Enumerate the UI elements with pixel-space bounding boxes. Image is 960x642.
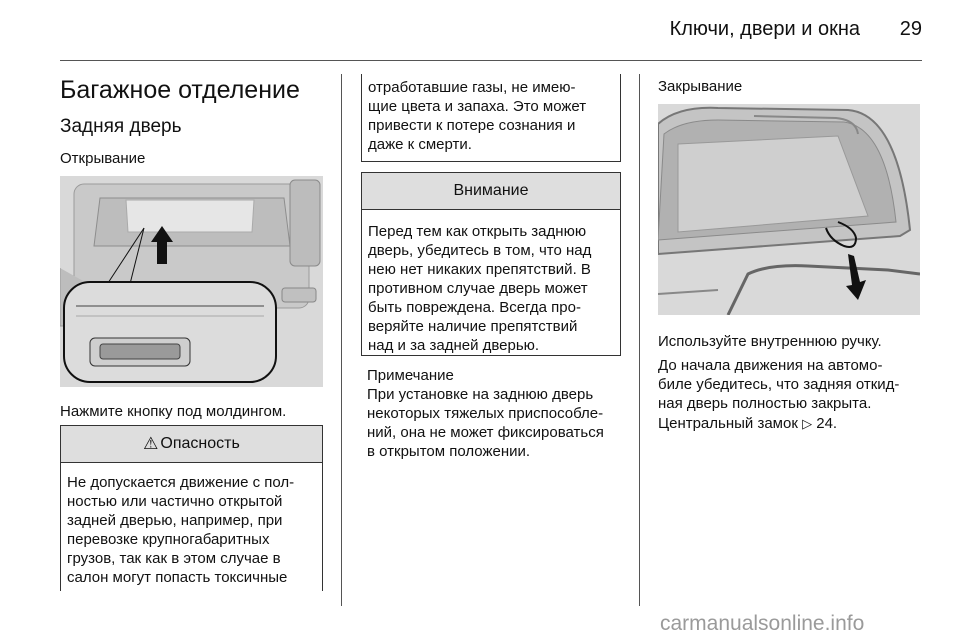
column-divider-right bbox=[639, 74, 640, 606]
caution-line: быть повреждена. Всегда про- bbox=[368, 299, 581, 316]
danger-line: грузов, так как в этом случае в bbox=[67, 550, 281, 567]
caution-line: над и за задней дверью. bbox=[368, 337, 540, 354]
page-number: 29 bbox=[899, 18, 922, 40]
central-lock-reference bbox=[658, 414, 837, 433]
danger-line: салон могут попасть токсичные bbox=[67, 569, 288, 586]
header-rule bbox=[60, 60, 922, 61]
note-line: некоторых тяжелых приспособле- bbox=[367, 405, 604, 422]
tailgate-button-figure bbox=[60, 176, 323, 387]
danger-line: задней дверью, например, при bbox=[67, 512, 283, 529]
caution-line: нею нет никаких препятствий. В bbox=[368, 261, 591, 278]
danger-box bbox=[60, 425, 323, 591]
opening-heading: Открывание bbox=[60, 150, 146, 167]
note-title: Примечание bbox=[367, 367, 454, 384]
danger-header bbox=[61, 426, 322, 463]
caution-header bbox=[362, 173, 620, 210]
closing-check-paragraph bbox=[658, 356, 899, 413]
tailgate-handle-figure bbox=[658, 104, 920, 315]
caution-line: Перед тем как открыть заднюю bbox=[368, 223, 587, 240]
closing-check-line: биле убедитесь, что задняя откид- bbox=[658, 376, 900, 393]
note-line: При установке на заднюю дверь bbox=[367, 386, 594, 403]
danger-continued-line: привести к потере сознания и bbox=[368, 117, 576, 134]
note-block bbox=[367, 366, 627, 461]
watermark: carmanualsonline.info bbox=[660, 612, 865, 635]
running-header-title: Ключи, двери и окна bbox=[669, 18, 860, 40]
danger-body bbox=[61, 463, 322, 591]
caution-title: Внимание bbox=[453, 182, 529, 199]
subsection-title: Задняя дверь bbox=[60, 116, 182, 137]
note-line: ний, она не может фиксироваться bbox=[367, 424, 604, 441]
caution-line: дверь, убедитесь в том, что над bbox=[368, 242, 592, 259]
section-title: Багажное отделение bbox=[60, 76, 300, 104]
caution-body bbox=[362, 210, 620, 359]
danger-line: Не допускается движение с пол- bbox=[67, 474, 295, 491]
caution-line: противном случае дверь может bbox=[368, 280, 588, 297]
column-divider-left bbox=[341, 74, 342, 606]
danger-continued-line: щие цвета и запаха. Это может bbox=[368, 98, 587, 115]
warning-triangle-icon: ⚠ bbox=[143, 434, 159, 453]
closing-heading: Закрывание bbox=[658, 78, 743, 95]
note-line: в открытом положении. bbox=[367, 443, 531, 460]
closing-check-line: ная дверь полностью закрыта. bbox=[658, 395, 872, 412]
figure-caption: Нажмите кнопку под молдингом. bbox=[60, 403, 287, 420]
closing-check-line: До начала движения на автомо- bbox=[658, 357, 883, 374]
danger-line: перевозке крупногабаритных bbox=[67, 531, 270, 548]
central-lock-text: Центральный замок bbox=[658, 415, 798, 432]
caution-line: веряйте наличие препятствий bbox=[368, 318, 578, 335]
danger-line: ностью или частично открытой bbox=[67, 493, 283, 510]
danger-continued-line: даже к смерти. bbox=[368, 136, 472, 153]
caution-box bbox=[361, 172, 621, 356]
central-lock-page-ref[interactable]: 24. bbox=[816, 415, 838, 432]
closing-instruction: Используйте внутреннюю ручку. bbox=[658, 333, 882, 350]
danger-continued-line: отработавшие газы, не имею- bbox=[368, 79, 576, 96]
danger-continued-box bbox=[361, 74, 621, 162]
page-ref-arrow-icon: ▷ bbox=[802, 416, 813, 431]
danger-title: Опасность bbox=[160, 435, 240, 452]
